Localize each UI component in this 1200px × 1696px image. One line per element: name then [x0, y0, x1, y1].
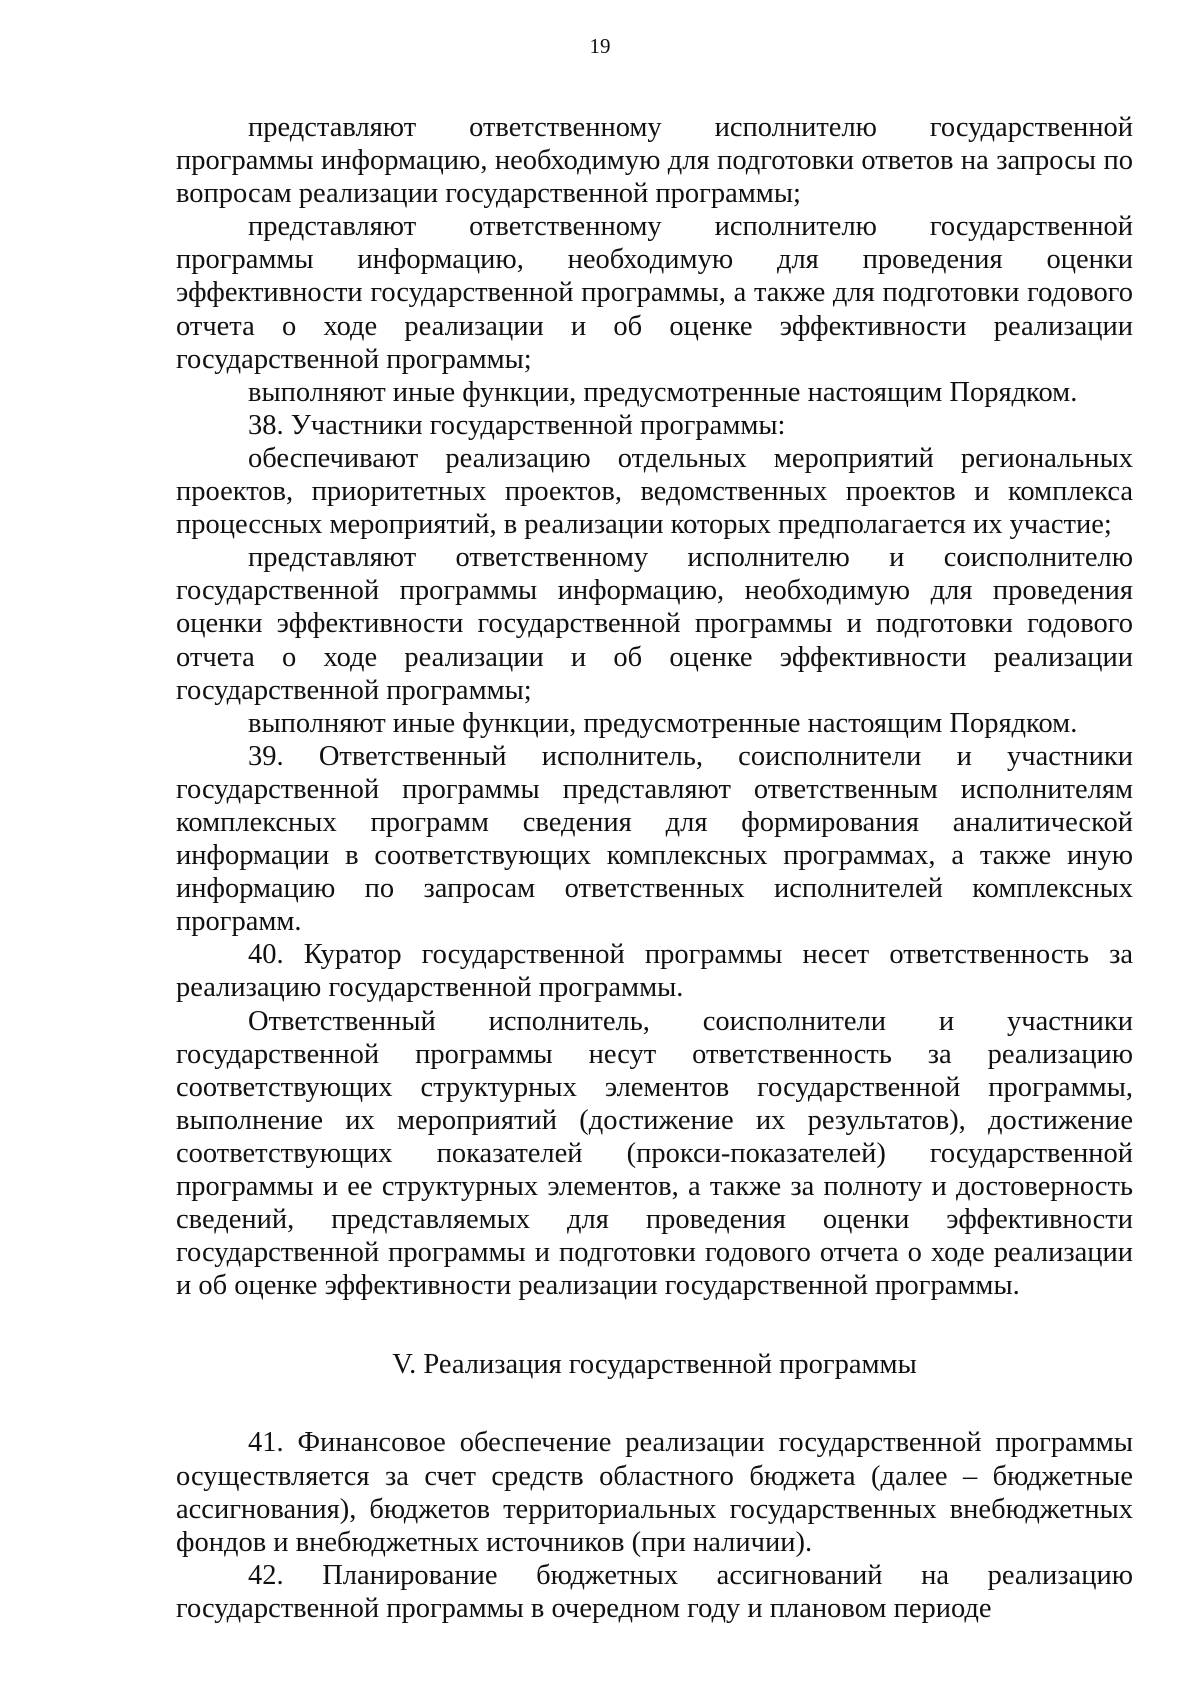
paragraph-clause-41: 41. Финансовое обеспечение реализации государственной программы осуществляется за счет средств областного бюджета (далее – бюджетные ассигнования), бюджетов территориальных государственных внебюджетных фондов и внебюджетных источников (при наличии).: [176, 1427, 1133, 1558]
paragraph-clause-38: 38. Участники государственной программы:: [248, 409, 786, 441]
paragraph-ensure-implementation: обеспечивают реализацию отдельных мероприятий региональных проектов, приоритетных проектов, ведомственных проектов и комплекса процессных мероприятий, в реализации которых предполагается их участие;: [176, 442, 1133, 541]
paragraph-clause-39: 39. Ответственный исполнитель, соисполнители и участники государственной программы представляют ответственным исполнителям комплексных программ сведения для формирования аналитической информации в соответствующих комплексных программах, а также иную информацию по запросам ответственных исполнителей комплексных программ.: [176, 740, 1133, 938]
paragraph-provide-info-coexecutor: представляют ответственному исполнителю и соисполнителю государственной программы информацию, необходимую для проведения оценки эффективности государственной программы и подготовки годового отчета о ходе реализации и об оценке эффективности реализации государственной программы;: [176, 542, 1133, 706]
section-heading: V. Реализация государственной программы: [392, 1349, 917, 1381]
paragraph-other-functions: выполняют иные функции, предусмотренные настоящим Порядком.: [248, 376, 1078, 408]
paragraph-other-functions-2: выполняют иные функции, предусмотренные настоящим Порядком.: [248, 707, 1078, 739]
paragraph-responsibility: Ответственный исполнитель, соисполнители и участники государственной программы несут ответственность за реализацию соответствующих структурных элементов государственной программы, выполнение их мероприятий (достижение их результатов), достижение соответствующих показателей (прокси-показателей) государственной программы и ее структурных элементов, а также за полноту и достоверность сведений, представляемых для проведения оценки эффективности государственной программы и подготовки годового отчета о ходе реализации и об оценке эффективности реализации государственной программы.: [176, 1005, 1133, 1302]
document-body: [176, 111, 1133, 1625]
paragraph-info-for-responses: представляют ответственному исполнителю государственной программы информацию, необходимую для подготовки ответов на запросы по вопросам реализации государственной программы;: [176, 112, 1133, 210]
page-number: 19: [589, 34, 611, 58]
paragraph-clause-42: 42. Планирование бюджетных ассигнований на реализацию государственной программы в очередном году и плановом периоде: [176, 1559, 1133, 1624]
paragraph-clause-40: 40. Куратор государственной программы несет ответственность за реализацию государственной программы.: [176, 939, 1133, 1004]
paragraph-info-for-evaluation: представляют ответственному исполнителю государственной программы информацию, необходимую для проведения оценки эффективности государственной программы, а также для подготовки годового отчета о ходе реализации и об оценке эффективности реализации государственной программы;: [176, 211, 1133, 375]
